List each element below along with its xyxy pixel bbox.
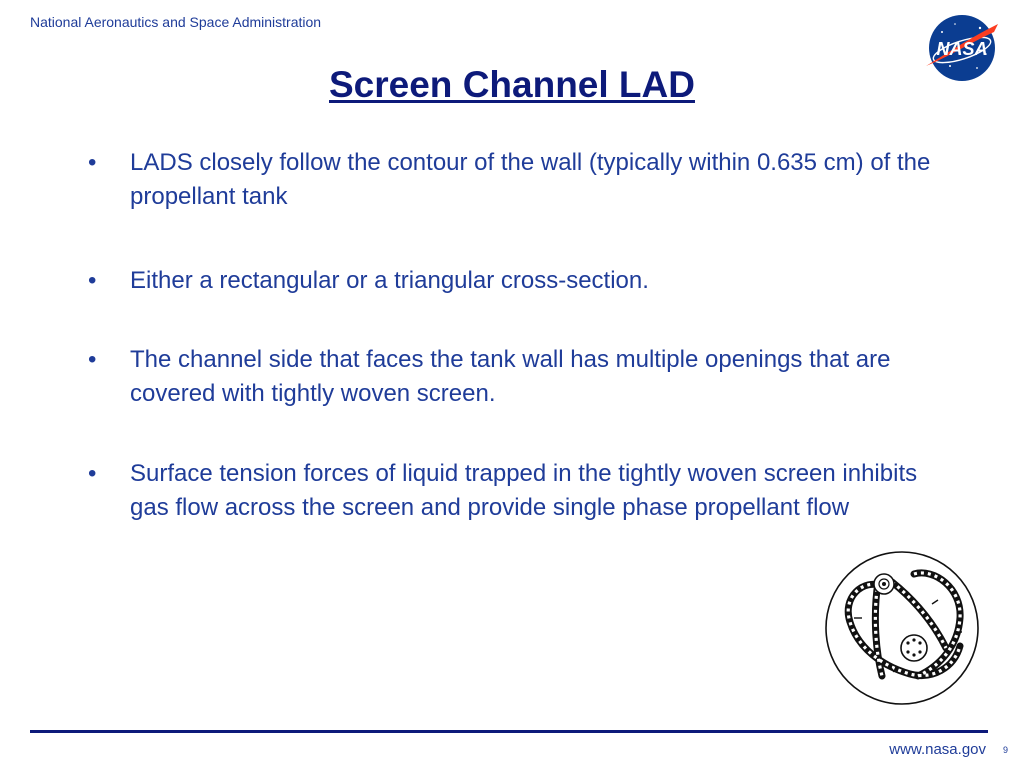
bullet-text: Surface tension forces of liquid trapped in the tightly woven screen inhibits gas flow across the screen and provide single phase propellant flow xyxy=(130,460,918,521)
bullet-text: Either a rectangular or a triangular cross-section. xyxy=(130,267,649,294)
bullet-icon: • xyxy=(88,460,97,487)
footer-url: www.nasa.gov xyxy=(889,741,986,758)
bullet-text: The channel side that faces the tank wall has multiple openings that are covered with tightly woven screen. xyxy=(130,346,891,407)
svg-text:NASA: NASA xyxy=(936,39,988,59)
organization-name: National Aeronautics and Space Administration xyxy=(30,14,322,30)
lad-tank-diagram-icon xyxy=(822,548,982,708)
footer-divider xyxy=(30,730,988,733)
page-number: 9 xyxy=(1002,745,1008,755)
bullet-item xyxy=(84,264,934,298)
bullet-list xyxy=(84,140,934,525)
bullet-icon: • xyxy=(88,267,97,294)
bullet-icon: • xyxy=(88,149,97,176)
bullet-text: LADS closely follow the contour of the wall (typically within 0.635 cm) of the propellant tank xyxy=(130,149,931,210)
bullet-icon: • xyxy=(88,346,97,373)
bullet-item xyxy=(84,457,934,525)
bullet-item xyxy=(84,146,934,214)
slide-title: Screen Channel LAD xyxy=(329,64,695,105)
bullet-item xyxy=(84,343,934,411)
